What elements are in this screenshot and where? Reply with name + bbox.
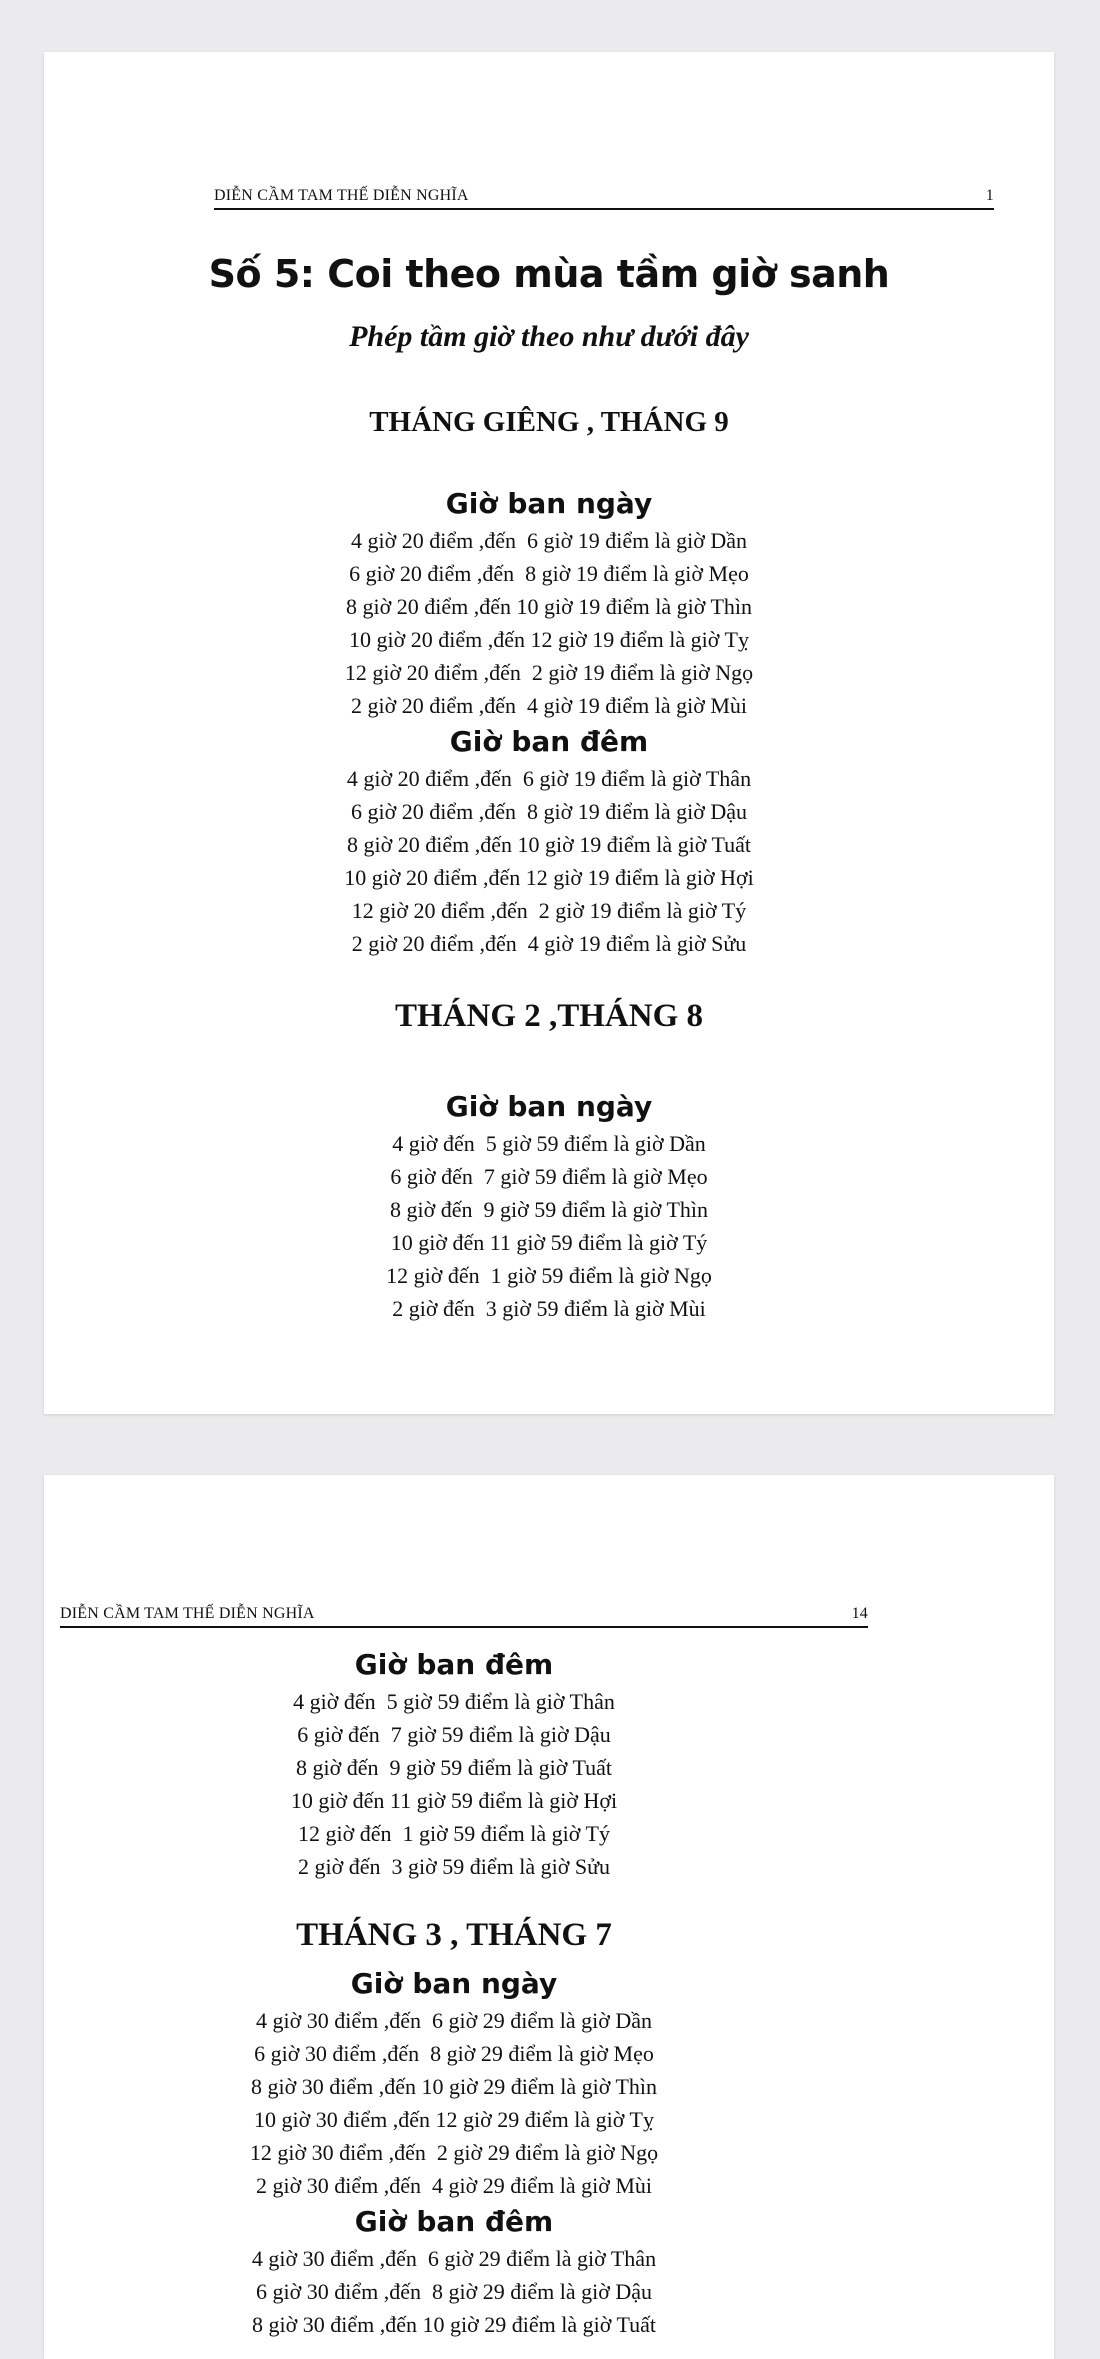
day-hours-block xyxy=(44,484,1054,960)
hour-row: 10 giờ 30 điểm ,đến 12 giờ 29 điểm là giờ Tỵ xyxy=(254,2107,654,2132)
hour-row: 10 giờ 20 điểm ,đến 12 giờ 19 điểm là giờ Tỵ xyxy=(349,627,749,652)
hour-row: 8 giờ đến 9 giờ 59 điểm là giờ Tuất xyxy=(295,1755,612,1780)
header-title: DIỄN CẦM TAM THẾ DIỄN NGHĨA xyxy=(60,1605,315,1622)
hour-row: 6 giờ 20 điểm ,đến 8 giờ 19 điểm là giờ Dậu xyxy=(350,799,747,824)
row-list xyxy=(44,524,1054,722)
hour-row: 8 giờ 30 điểm ,đến 10 giờ 29 điểm là giờ Tuất xyxy=(251,2312,656,2337)
hour-row: 2 giờ đến 3 giờ 59 điểm là giờ Sửu xyxy=(297,1854,611,1879)
month-heading: THÁNG 2 ,THÁNG 8 xyxy=(394,998,704,1034)
block-heading: Giờ ban ngày xyxy=(445,487,653,520)
hour-row: 4 giờ 20 điểm ,đến 6 giờ 19 điểm là giờ Dần xyxy=(350,528,747,553)
hour-row: 10 giờ đến 11 giờ 59 điểm là giờ Tý xyxy=(390,1230,708,1255)
hour-row: 6 giờ 30 điểm ,đến 8 giờ 29 điểm là giờ Dậu xyxy=(255,2279,652,2304)
hour-row: 6 giờ 20 điểm ,đến 8 giờ 19 điểm là giờ Mẹo xyxy=(349,561,749,586)
hour-row: 6 giờ đến 7 giờ 59 điểm là giờ Mẹo xyxy=(390,1164,708,1189)
block-heading: Giờ ban đêm xyxy=(354,2205,554,2238)
row-list xyxy=(194,2004,714,2202)
row-list xyxy=(194,2242,714,2341)
document-page-1 xyxy=(44,52,1054,1414)
hour-row: 12 giờ đến 1 giờ 59 điểm là giờ Tý xyxy=(298,1821,610,1846)
day-hours-block xyxy=(44,1087,1054,1325)
hour-row: 8 giờ 30 điểm ,đến 10 giờ 29 điểm là giờ Thìn xyxy=(250,2074,657,2099)
hour-row: 12 giờ 20 điểm ,đến 2 giờ 19 điểm là giờ Tý xyxy=(351,898,747,923)
page-number: 14 xyxy=(851,1605,868,1622)
running-header xyxy=(60,1605,868,1628)
document-page-2 xyxy=(44,1475,1054,2359)
month-heading: THÁNG 3 , THÁNG 7 xyxy=(296,1917,612,1953)
block-heading: Giờ ban ngày xyxy=(445,1090,653,1123)
hour-row: 6 giờ đến 7 giờ 59 điểm là giờ Dậu xyxy=(297,1722,611,1747)
section-title: Số 5: Coi theo mùa tầm giờ sanh xyxy=(208,252,890,296)
day-hours-block xyxy=(194,1964,714,2341)
hour-row: 12 giờ 20 điểm ,đến 2 giờ 19 điểm là giờ Ngọ xyxy=(344,660,754,685)
hour-row: 10 giờ 20 điểm ,đến 12 giờ 19 điểm là giờ Hợi xyxy=(344,865,754,890)
header-title: DIỄN CẦM TAM THẾ DIỄN NGHĨA xyxy=(214,187,469,204)
hour-row: 4 giờ đến 5 giờ 59 điểm là giờ Dần xyxy=(392,1131,706,1156)
hour-row: 6 giờ 30 điểm ,đến 8 giờ 29 điểm là giờ Mẹo xyxy=(254,2041,654,2066)
hour-row: 4 giờ đến 5 giờ 59 điểm là giờ Thân xyxy=(293,1689,615,1714)
hour-row: 12 giờ đến 1 giờ 59 điểm là giờ Ngọ xyxy=(386,1263,712,1288)
section-subtitle: Phép tầm giờ theo như dưới đây xyxy=(349,320,749,353)
hour-row: 8 giờ 20 điểm ,đến 10 giờ 19 điểm là giờ Thìn xyxy=(345,594,752,619)
block-heading: Giờ ban ngày xyxy=(350,1967,558,2000)
row-list xyxy=(44,762,1054,960)
block-heading: Giờ ban đêm xyxy=(449,725,649,758)
hour-row: 2 giờ 30 điểm ,đến 4 giờ 29 điểm là giờ Mùi xyxy=(255,2173,653,2198)
row-list xyxy=(44,1127,1054,1325)
hour-row: 10 giờ đến 11 giờ 59 điểm là giờ Hợi xyxy=(290,1788,618,1813)
hour-row: 2 giờ 20 điểm ,đến 4 giờ 19 điểm là giờ Sửu xyxy=(351,931,747,956)
hour-row: 2 giờ 20 điểm ,đến 4 giờ 19 điểm là giờ Mùi xyxy=(350,693,748,718)
hour-row: 8 giờ đến 9 giờ 59 điểm là giờ Thìn xyxy=(389,1197,709,1222)
month-heading: THÁNG GIÊNG , THÁNG 9 xyxy=(369,406,729,438)
page-number: 1 xyxy=(985,187,994,204)
hour-row: 4 giờ 30 điểm ,đến 6 giờ 29 điểm là giờ Thân xyxy=(251,2246,657,2271)
hour-row: 4 giờ 30 điểm ,đến 6 giờ 29 điểm là giờ Dần xyxy=(255,2008,652,2033)
night-hours-block xyxy=(194,1645,714,1883)
row-list xyxy=(194,1685,714,1883)
hour-row: 12 giờ 30 điểm ,đến 2 giờ 29 điểm là giờ Ngọ xyxy=(249,2140,659,2165)
block-heading: Giờ ban đêm xyxy=(354,1648,554,1681)
hour-row: 8 giờ 20 điểm ,đến 10 giờ 19 điểm là giờ Tuất xyxy=(346,832,751,857)
running-header xyxy=(214,187,994,210)
hour-row: 2 giờ đến 3 giờ 59 điểm là giờ Mùi xyxy=(392,1296,706,1321)
hour-row: 4 giờ 20 điểm ,đến 6 giờ 19 điểm là giờ Thân xyxy=(346,766,752,791)
